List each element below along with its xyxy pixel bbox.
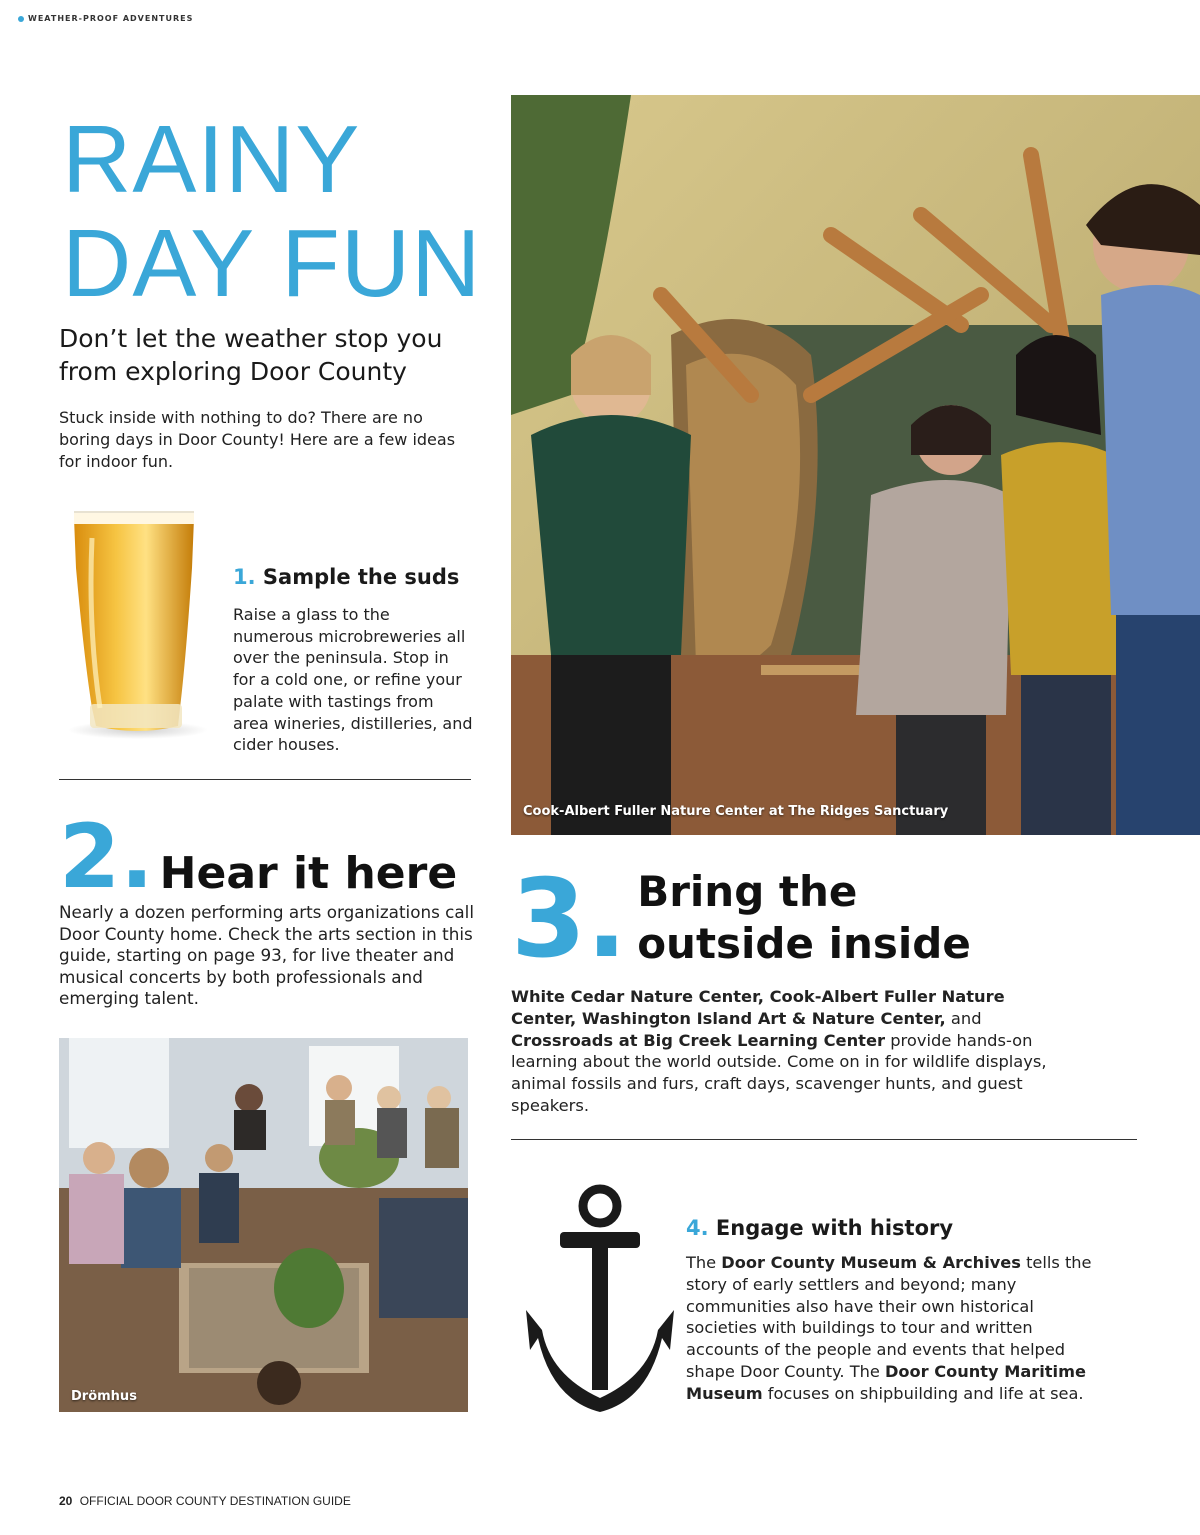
- section-4-museum-2: Door County Maritime Museum: [686, 1361, 1086, 1403]
- title-line-2: DAY FUN: [62, 210, 482, 317]
- section-eyebrow: [18, 14, 193, 23]
- section-2-body: Nearly a dozen performing arts organizations call Door County home. Check the arts section in this guide, starting on page 93, for live theater and musical concerts by both professionals and emerging talent.: [59, 902, 475, 1009]
- section-4-heading: [686, 1216, 1116, 1240]
- beer-glass-image: [62, 508, 212, 740]
- page-subtitle: Don’t let the weather stop you from exploring Door County: [59, 324, 443, 386]
- section-3-venues-2: Crossroads at Big Creek Learning Center: [511, 1030, 886, 1050]
- page-number: 20: [59, 1494, 73, 1508]
- section-3-number: 3.: [511, 857, 628, 982]
- page-title: [62, 108, 492, 316]
- concert-photo: [59, 1038, 468, 1412]
- section-4-body: [686, 1252, 1096, 1405]
- section-4-museum-1: Door County Museum & Archives: [721, 1253, 1021, 1272]
- section-4-text-3: focuses on shipbuilding and life at sea.: [762, 1383, 1084, 1403]
- section-2-number: 2.: [59, 805, 154, 908]
- section-1: [233, 565, 473, 756]
- section-2: [59, 805, 479, 1010]
- bullet-dot-icon: [18, 16, 24, 22]
- section-4-title: Engage with history: [715, 1216, 954, 1240]
- section-3-title-line-2: outside inside: [637, 919, 971, 968]
- eyebrow-label: WEATHER-PROOF ADVENTURES: [28, 14, 194, 23]
- concert-photo-caption: Drömhus: [71, 1389, 137, 1404]
- section-1-heading: [233, 565, 473, 589]
- section-3-title: [637, 866, 971, 970]
- section-4-text-2: tells the story of early settlers and beyond; many communities also have their own historical societies with buildings to tour and written accounts of the people and events that helped shape Door County. The: [686, 1253, 1092, 1381]
- section-1-body: Raise a glass to the numerous microbreweries all over the peninsula. Stop in for a cold one, or refine your palate with tastings from area wineries, distilleries, and cider houses.: [233, 605, 473, 755]
- section-1-title: Sample the suds: [262, 565, 460, 589]
- section-2-title: Hear it here: [159, 848, 458, 899]
- section-4-text-1: The: [686, 1253, 722, 1272]
- section-3-text-1: and: [945, 1008, 982, 1028]
- title-line-1: RAINY: [62, 106, 361, 213]
- footer-title: OFFICIAL DOOR COUNTY DESTINATION GUIDE: [79, 1494, 351, 1508]
- divider-2: [511, 1139, 1137, 1140]
- nature-center-photo-caption: Cook-Albert Fuller Nature Center at The Ridges Sanctuary: [523, 804, 949, 819]
- section-4: [686, 1216, 1116, 1405]
- section-3: [511, 857, 1151, 1117]
- divider-1: [59, 779, 471, 780]
- anchor-icon: [520, 1180, 680, 1420]
- section-3-venues-1: White Cedar Nature Center, Cook-Albert Fuller Nature Center, Washington Island Art & Nature Center,: [511, 987, 1005, 1028]
- intro-paragraph: Stuck inside with nothing to do? There are no boring days in Door County! Here are a few ideas for indoor fun.: [59, 408, 456, 471]
- section-2-heading: [59, 805, 479, 908]
- section-3-heading: [511, 857, 1151, 982]
- page-footer: [59, 1494, 351, 1508]
- section-4-number: 4.: [686, 1216, 709, 1240]
- section-1-number: 1.: [233, 565, 256, 589]
- section-3-body: [511, 986, 1071, 1117]
- section-3-text-2: provide hands-on learning about the world outside. Come on in for wildlife displays, animal fossils and furs, craft days, scavenger hunts, and guest speakers.: [511, 1030, 1047, 1115]
- nature-center-photo: [511, 95, 1200, 835]
- section-3-title-line-1: Bring the: [637, 867, 858, 916]
